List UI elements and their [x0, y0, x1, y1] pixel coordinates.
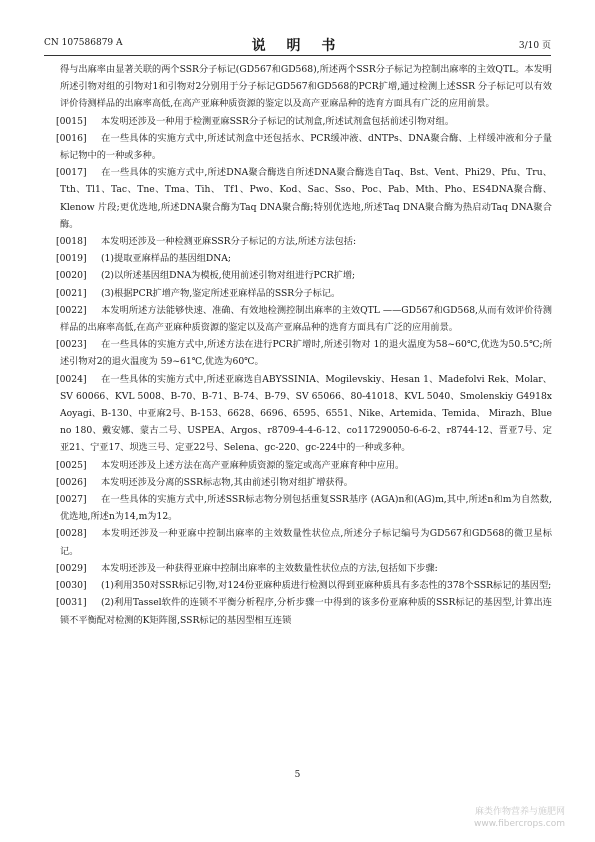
- paragraph: [56, 130, 552, 164]
- paragraph-text: (1)利用350对SSR标记引物,对124份亚麻种质进行检测以得到亚麻种质具有多态性的378个SSR标记的基因型;: [101, 580, 552, 592]
- paragraph-text: 得与出麻率由显著关联的两个SSR分子标记(GD567和GD568),所述两个SSR分子标记为控制出麻率的主效QTL。本发明所述引物对组的引物对1和引物对2分别用于分子标记GD567和GD568的PCR扩增,通过检测上述SSR 分子标记可以有效评价待测样品的出麻率高低,在高产亚麻种质资源的鉴定以及高产亚麻品种的选育方面具有广泛的应用前景。: [60, 64, 552, 110]
- paragraph-number: [0028]: [56, 528, 87, 540]
- paragraph: [56, 474, 552, 491]
- paragraph-text: (2)利用Tassel软件的连锁不平衡分析程序,分析步骤一中得到的该多份亚麻种质的SSR标记的基因型,计算出连锁不平衡配对检测的K矩阵图,SSR标记的基因型相互连锁: [60, 597, 552, 626]
- paragraph-text: 在一些具体的实施方式中,所述亚麻选自ABYSSINIA、Mogilevskiy、Hesan 1、Madefolvi Rek、Molar、SV 60066、KVL 5008、B-70、B-71、B-74、B-79、SV 65066、80-41018、KVL 5040、Smolenskiy G4918x Aoyagi、B-130、中亚麻2号、B-153、6628、6696、6595、6551、Nike、Artemida、Temida、 Mirazh、Blue no 180、戴安娜、蒙古二号、USPEA、Argos、r8709-4-4-6-12、co117290050-6-6-2、r8744-12、晋亚7号、定亚21、宁亚17、坝选三号、定亚22号、Selena、gc-220、gc-224中的一种或多种。: [60, 373, 555, 454]
- paragraph-text: 在一些具体的实施方式中,所述DNA聚合酶选自所述DNA聚合酶选自Taq、Bst、Vent、Phi29、Pfu、Tru、Tth、Tl1、Tac、Tne、Tma、Tih、 Tf1、Pwo、Kod、Sac、Sso、Poc、Pab、Mth、Pho、ES4DNA聚合酶、Klenow 片段;更优选地,所述DNA聚合酶为Taq DNA聚合酶;特别优选地,所述Taq DNA聚合酶为热启动Taq DNA聚合酶。: [60, 167, 552, 230]
- paragraph-number: [0023]: [56, 339, 87, 351]
- watermark-url: www.fibercrops.com: [474, 819, 565, 829]
- paragraph-number: [0022]: [56, 304, 87, 316]
- paragraph-number: [0018]: [56, 236, 87, 248]
- paragraph: [56, 560, 552, 577]
- paragraph: [56, 491, 552, 525]
- paragraph-number: [0017]: [56, 167, 87, 179]
- page-number: 5: [294, 770, 301, 780]
- paragraph-text: 本发明还涉及一种亚麻中控制出麻率的主效数量性状位点,所述分子标记编号为GD567和GD568的微卫星标记。: [60, 528, 552, 557]
- paragraph-number: [0019]: [56, 253, 87, 265]
- paragraph-text: (2)以所述基因组DNA为模板,使用前述引物对组进行PCR扩增;: [101, 270, 356, 282]
- doc-number: CN 107586879 A: [44, 38, 123, 48]
- paragraph-number: [0020]: [56, 270, 87, 282]
- paragraph-number: [0016]: [56, 132, 87, 144]
- paragraph-text: 本发明还涉及分离的SSR标志物,其由前述引物对组扩增获得。: [101, 476, 353, 488]
- paragraph-number: [0024]: [56, 373, 87, 385]
- paragraph: [60, 61, 552, 113]
- page-title: 说 明 书: [251, 38, 344, 54]
- paragraph-number: [0027]: [56, 494, 87, 506]
- paragraph: [56, 594, 552, 628]
- paragraph: [56, 164, 552, 233]
- paragraph-text: 在一些具体的实施方式中,所述方法在进行PCR扩增时,所述引物对 1的退火温度为58~60℃,优选为50.5℃;所述引物对2的退火温度为 59~61℃,优选为60℃。: [60, 339, 552, 368]
- paragraph-number: [0030]: [56, 580, 87, 592]
- paragraph-number: [0026]: [56, 476, 87, 488]
- paragraph: [56, 525, 552, 559]
- paragraph: [56, 285, 552, 302]
- paragraph: [56, 250, 552, 267]
- watermark: [474, 806, 565, 830]
- paragraph-text: 本发明还涉及一种用于检测亚麻SSR分子标记的试剂盒,所述试剂盒包括前述引物对组。: [101, 115, 455, 127]
- paragraph-text: 在一些具体的实施方式中,所述SSR标志物分别包括重复SSR基序 (AGA)n和(AG)m,其中,所述n和m为自然数,优选地,所述n为14,m为12。: [60, 494, 552, 523]
- paragraph-number: [0029]: [56, 562, 87, 574]
- paragraph-text: 在一些具体的实施方式中,所述试剂盒中还包括水、PCR缓冲液、dNTPs、DNA聚合酶、上样缓冲液和分子量标记物中的一种或多种。: [60, 132, 552, 162]
- paragraph-number: [0031]: [56, 597, 87, 609]
- paragraph: [56, 233, 552, 250]
- paragraph-text: 本发明还涉及一种获得亚麻中控制出麻率的主效数量性状位点的方法,包括如下步骤:: [101, 562, 438, 574]
- paragraph-number: [0015]: [56, 115, 87, 127]
- paragraph-text: (1)提取亚麻样品的基因组DNA;: [101, 253, 232, 265]
- header-divider: [44, 55, 551, 56]
- page-indicator: 3/10 页: [518, 41, 551, 51]
- paragraph: [56, 371, 555, 457]
- paragraph: [56, 302, 552, 336]
- paragraph: [56, 336, 552, 370]
- paragraph: [56, 113, 552, 130]
- paragraph-text: 本发明所述方法能够快速、准确、有效地检测控制出麻率的主效QTL ——GD567和GD568,从而有效评价待测样品的出麻率高低,在高产亚麻种质资源的鉴定以及高产亚麻品种的选育方面具有广泛的应用前景。: [60, 304, 552, 334]
- watermark-cn: 麻类作物营养与施肥网: [474, 807, 565, 817]
- paragraph-text: 本发明还涉及上述方法在高产亚麻种质资源的鉴定或高产亚麻育种中应用。: [101, 459, 405, 471]
- paragraph-text: (3)根据PCR扩增产物,鉴定所述亚麻样品的SSR分子标记。: [101, 287, 341, 299]
- paragraph: [56, 457, 552, 474]
- paragraph-number: [0025]: [56, 459, 87, 471]
- paragraph: [56, 577, 552, 594]
- document-body: [56, 61, 555, 629]
- paragraph-number: [0021]: [56, 287, 87, 299]
- paragraph-text: 本发明还涉及一种检测亚麻SSR分子标记的方法,所述方法包括:: [101, 236, 357, 248]
- paragraph: [56, 267, 552, 284]
